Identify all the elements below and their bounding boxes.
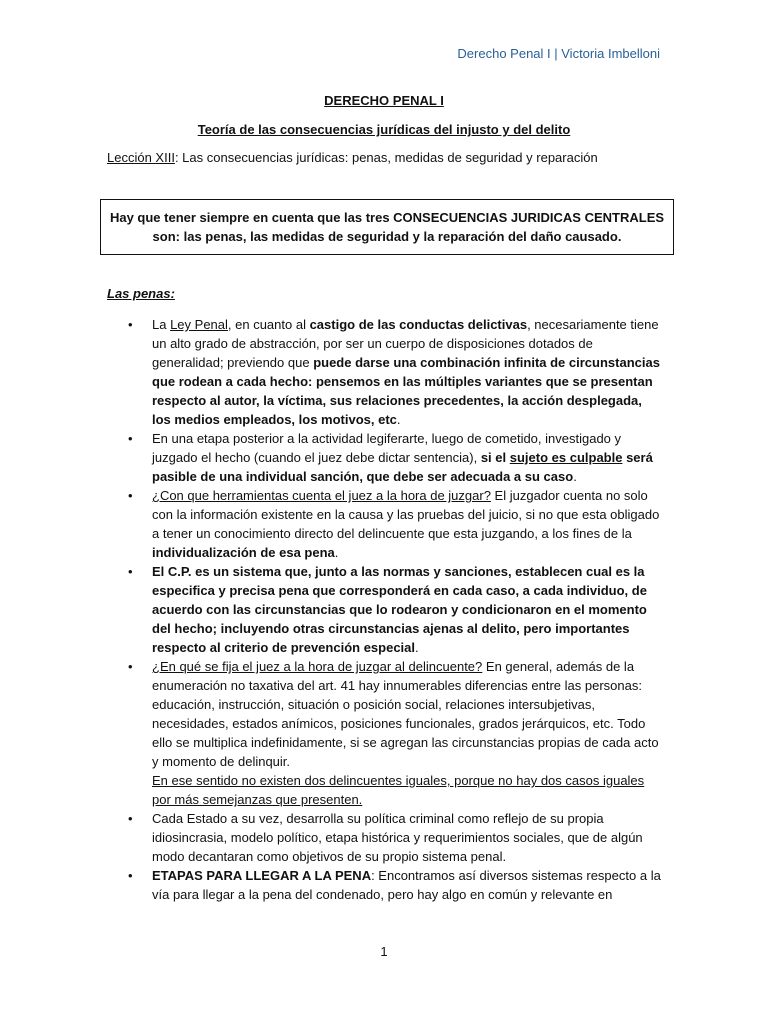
list-item: • ETAPAS PARA LLEGAR A LA PENA: Encontramos así diversos sistemas respecto a la vía para llegar a la pena del condenado, pero hay algo en común y relevante en (128, 868, 661, 902)
list-item: • La Ley Penal, en cuanto al castigo de las conductas delictivas, necesariamente tiene un alto grado de abstracción, por ser un cuerpo de disposiciones dotados de generalidad; previendo que puede darse una combinación infinita de circunstancias que rodean a cada hecho: pensemos en las múltiples variantes que se presentan respecto al autor, la víctima, sus relaciones precedentes, la acción desplegada, los medios empleados, los motivos, etc. (128, 317, 660, 427)
bullet-list (0, 313, 768, 904)
lesson-label: Lección XIII (107, 150, 175, 165)
lesson-line (107, 150, 598, 165)
list-item: • Cada Estado a su vez, desarrolla su política criminal como reflejo de su propia idiosincrasia, modelo político, etapa histórica y requerimientos sociales, que de algún modo decantaran como objetivos de su propio sistema penal. (128, 811, 643, 864)
list-item: • El C.P. es un sistema que, junto a las normas y sanciones, establecen cual es la especifica y precisa pena que corresponderá en cada caso, a cada individuo, de acuerdo con las circunstancias que lo rodearon y condicionaron en el momento del hecho; incluyendo otras circunstancias ajenas al delito, pero importantes respecto al criterio de prevención especial. (128, 564, 647, 655)
key-point-line-2: son: las penas, las medidas de seguridad y la reparación del daño causado. (152, 229, 622, 244)
lesson-text: : Las consecuencias jurídicas: penas, medidas de seguridad y reparación (174, 150, 598, 165)
list-item: • ¿Con que herramientas cuenta el juez a la hora de juzgar? El juzgador cuenta no solo con la información existente en la causa y las pruebas del juicio, si no que esta obligado a tener un conocimiento directo del delincuente que esta juzgando, a los fines de la individualización de esa pena. (128, 488, 660, 560)
bullet-icon: • (128, 811, 133, 826)
key-point-line-1: Hay que tener siempre en cuenta que las tres CONSECUENCIAS JURIDICAS CENTRALES (109, 210, 665, 225)
key-point-box (100, 199, 674, 255)
bullet-icon: • (128, 868, 133, 883)
list-item: • En una etapa posterior a la actividad legiferarte, luego de cometido, investigado y juzgado el hecho (cuando el juez debe dictar sentencia), si el sujeto es culpable será pasible de una individual sanción, que debe ser adecuada a su caso. (128, 431, 653, 484)
bullet-icon: • (128, 431, 133, 446)
bullet-icon: • (128, 564, 133, 579)
bullet-icon: • (128, 488, 133, 503)
section-heading: Las penas: (107, 286, 175, 301)
page-number: 1 (380, 944, 388, 959)
document-subtitle: Teoría de las consecuencias jurídicas del injusto y del delito (197, 122, 571, 137)
document-title: DERECHO PENAL I (324, 93, 444, 108)
bullet-icon: • (128, 659, 133, 674)
running-header: Derecho Penal I | Victoria Imbelloni (457, 46, 660, 61)
list-item: • ¿En qué se fija el juez a la hora de juzgar al delincuente? En general, además de la enumeración no taxativa del art. 41 hay innumerables diferencias entre las personas: educación, instrucción, situación o posición social, relaciones intersubjetivas, necesidades, estados anímicos, posiciones funcionales, grados jerárquicos, etc. Todo ello se multiplica indefinidamente, si se agregan las circunstancias propias de cada acto y momento de delinquir. En ese sentido no existen dos delincuentes iguales, porque no hay dos casos iguales por más semejanzas que presenten. (128, 659, 659, 807)
bullet-icon: • (128, 317, 133, 332)
